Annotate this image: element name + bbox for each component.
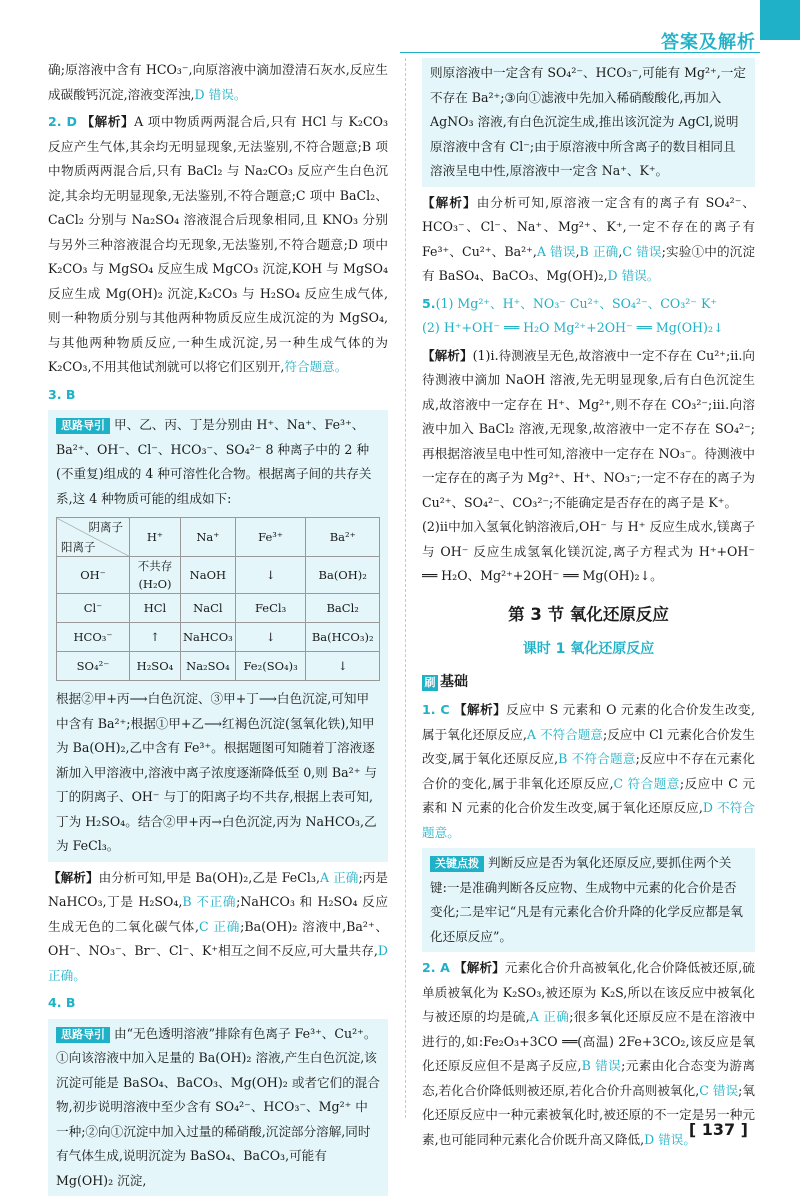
section-title: 第 3 节 氧化还原反应 bbox=[508, 604, 669, 624]
table-corner: 阴离子 阳离子 bbox=[57, 518, 130, 557]
brush-icon: 刷 bbox=[422, 675, 438, 691]
q3-reasoning: 根据②甲+丙⟶白色沉淀、③甲+丁⟶白色沉淀,可知甲中含有 Ba²⁺;根据①甲+乙⟶红褐色沉淀(氢氧化铁),知甲为 Ba(OH)₂,乙中含有 Fe³⁺。根据题图可知随着丁溶液逐渐加入甲溶液中,溶液中离子浓度逐渐降低至 0,则 Ba²⁺ 与丁的阴离子、OH⁻ 与丁的阳离子均不共存,根据上表可知,丁为 H₂SO₄。结合②甲+丙→白色沉淀,丙为 NaHCO₃,乙为 FeCl₃。 bbox=[56, 691, 377, 853]
q4-analysis: 【解析】由分析可知,原溶液一定含有的离子有 SO₄²⁻、HCO₃⁻、Cl⁻、Na⁺、Mg²⁺、K⁺,一定不存在的离子有 Fe³⁺、Cu²⁺、Ba²⁺,A 错误,B 正确,C 错误;实验①中的沉淀有 BaSO₄、BaCO₃、Mg(OH)₂,D 错误。 bbox=[422, 194, 756, 283]
column-divider bbox=[405, 58, 406, 1118]
right-column bbox=[422, 58, 755, 1155]
table-row: SO₄²⁻ H₂SO₄ Na₂SO₄ Fe₂(SO₄)₃ ↓ bbox=[57, 652, 380, 681]
c1-answer: 1. C 【解析】反应中 S 元素和 O 元素的化合价发生改变,属于氧化还原反应,A 不符合题意;反应中 Cl 元素化合价发生改变,属于氧化还原反应,B 不符合题意;反应中不存在元素化合价的变化,属于非氧化还原反应,C 符合题意;反应中 C 元素和 N 元素的化合价发生改变,属于氧化还原反应,D 不符合题意。 bbox=[422, 702, 756, 840]
table-col-header: Ba²⁺ bbox=[306, 518, 380, 557]
c1-tip-box: 关键点拨 判断反应是否为氧化还原反应,要抓住两个关键:一是准确判断各反应物、生成物中元素的化合价是否变化;二是牢记“凡是有元素化合价升降的化学反应都是氧化还原反应”。 bbox=[422, 848, 755, 952]
q4-number: 4. B bbox=[48, 995, 76, 1010]
q3-number: 3. B bbox=[48, 386, 76, 402]
header-rule bbox=[400, 52, 760, 53]
q2-answer: 2. D 【解析】A 项中物质两两混合后,只有 HCl 与 K₂CO₃ 反应产生气体,其余均无明显现象,无法鉴别,不符合题意;B 项中物质两两混合后,只有 BaCl₂ 与 Na₂CO₃ 反应产生白色沉淀,其余均无明显现象,无法鉴别,不符合题意;C 项中 BaCl₂、CaCl₂ 分别与 Na₂SO₄ 溶液混合后现象相同,且 KNO₃ 分别与另外三种溶液混合均无现象,无法鉴别,不符合题意;D 项中 K₂CO₃ 与 MgSO₄ 反应生成 MgCO₃ 沉淀,KOH 与 MgSO₄ 反应生成 Mg(OH)₂ 沉淀,K₂CO₃ 与 H₂SO₄ 反应生成气体,则一种物质分别与其他两种物质反应生成沉淀的为 MgSO₄,与其他两种物质反应,一种生成沉淀,另一种生成气体的为 K₂CO₃,不用其他试剂就可以将它们区别开,符合题意。 bbox=[48, 114, 388, 374]
q4-hint-continuation: 则原溶液中一定含有 SO₄²⁻、HCO₃⁻,可能有 Mg²⁺,一定不存在 Ba²⁺;③向①滤液中先加入稀硝酸酸化,再加入 AgNO₃ 溶液,有白色沉淀生成,推出该沉淀为 AgCl,说明原溶液中含有 Cl⁻;由于原溶液中所含离子的数目相同且溶液呈电中性,原溶液中一定含 Na⁺、K⁺。 bbox=[422, 58, 755, 187]
lesson-title: 课时 1 氧化还原反应 bbox=[522, 641, 655, 657]
q3-analysis: 【解析】由分析可知,甲是 Ba(OH)₂,乙是 FeCl₃,A 正确;丙是 NaHCO₃,丁是 H₂SO₄,B 不正确;NaHCO₃ 和 H₂SO₄ 反应生成无色的二氧化碳气体,C 正确;Ba(OH)₂ 溶液中,Ba²⁺、OH⁻、NO₃⁻、Br⁻、Cl⁻、K⁺相互之间不反应,可大量共存,D 正确。 bbox=[48, 869, 389, 983]
table-col-header: Fe³⁺ bbox=[235, 518, 306, 557]
table-row: OH⁻ 不共存(H₂O) NaOH ↓ Ba(OH)₂ bbox=[57, 557, 380, 594]
c1-tip-tag: 关键点拨 bbox=[430, 856, 484, 872]
q3-hint-tag: 思路导引 bbox=[56, 418, 110, 434]
q1-continuation: 确;原溶液中含有 HCO₃⁻,向原溶液中滴加澄清石灰水,反应生成碳酸钙沉淀,溶液变浑浊,D 错误。 bbox=[48, 62, 388, 102]
table-row: Cl⁻ HCl NaCl FeCl₃ BaCl₂ bbox=[57, 594, 380, 623]
q4-hint-tag: 思路导引 bbox=[56, 1027, 110, 1043]
table-row: HCO₃⁻ ↑ NaHCO₃ ↓ Ba(HCO₃)₂ bbox=[57, 623, 380, 652]
basic-heading: 刷 基础 bbox=[422, 670, 755, 695]
left-column bbox=[48, 58, 388, 1200]
table-col-header: H⁺ bbox=[129, 518, 180, 557]
c2-answer: 2. A 【解析】元素化合价升高被氧化,化合价降低被还原,硫单质被氧化为 K₂SO₃,被还原为 K₂S,所以在该反应中被氧化与被还原的均是硫,A 正确;很多氧化还原反应不是在溶液中进行的,如:Fe₂O₃+3CO ══(高温) 2Fe+3CO₂,该反应是氧化还原反应但不是离子反应,B 错误;元素由化合态变为游离态,若化合价降低则被还原,若化合价升高则被氧化,C 错误;氧化还原反应中一种元素被氧化时,被还原的不一定是另一种元素,也可能同种元素化合价既升高又降低,D 错误。 bbox=[422, 960, 755, 1147]
header-title: 答案及解析 bbox=[661, 32, 756, 53]
header-corner-block bbox=[760, 0, 800, 40]
q5-analysis-2: (2)ⅱ中加入氢氧化钠溶液后,OH⁻ 与 H⁺ 反应生成水,镁离子与 OH⁻ 反应生成氢氧化镁沉淀,离子方程式为 H⁺+OH⁻ ══ H₂O、Mg²⁺+2OH⁻ ══ Mg(OH)₂↓。 bbox=[422, 519, 755, 583]
table-col-header: Na⁺ bbox=[180, 518, 235, 557]
ion-table bbox=[56, 517, 380, 681]
q5-answer-2: (2) H⁺+OH⁻ ══ H₂O Mg²⁺+2OH⁻ ══ Mg(OH)₂↓ bbox=[422, 320, 724, 335]
q3-hint-box: 思路导引 甲、乙、丙、丁是分别由 H⁺、Na⁺、Fe³⁺、Ba²⁺、OH⁻、Cl⁻、HCO₃⁻、SO₄²⁻ 8 种离子中的 2 种(不重复)组成的 4 种可溶性化合物。根据离子间的共存关系,这 4 种物质可能的组成如下: 阴离子 阳离子 H⁺ Na⁺ Fe³⁺ Ba²⁺ OH⁻ 不共存(H₂O) NaOH ↓ Ba(OH)₂ Cl⁻ HCl NaCl FeCl₃ BaCl₂ HCO₃⁻ ↑ NaHCO₃ ↓ Ba(HCO₃)₂ SO₄²⁻ H₂SO₄ Na₂SO₄ Fe₂(SO₄)₃ ↓ 根据②甲+丙⟶白色沉淀、③甲+丁⟶白色沉淀,可知甲中含有 Ba²⁺;根据①甲+乙⟶红褐色沉淀(氢氧化铁),知甲为 Ba(OH)₂,乙中含有 Fe³⁺。根据题图可知随着丁溶液逐渐加入甲溶液中,溶液中离子浓度逐渐降低至 0,则 Ba²⁺ 与丁的阴离子、OH⁻ 与丁的阳离子均不共存,根据上表可知,丁为 H₂SO₄。结合②甲+丙→白色沉淀,丙为 NaHCO₃,乙为 FeCl₃。 bbox=[48, 410, 388, 862]
q5-analysis-1: 【解析】(1)ⅰ.待测液呈无色,故溶液中一定不存在 Cu²⁺;ⅱ.向待测液中滴加 NaOH 溶液,先无明显现象,后有白色沉淀生成,故溶液中一定存在 H⁺、Mg²⁺,则不存在 CO₃²⁻;ⅲ.向溶液中加入 BaCl₂ 溶液,无现象,故溶液中一定不存在 SO₄²⁻;再根据溶液呈电中性可知,溶液中一定存在 NO₃⁻。待测液中一定存在的离子为 Mg²⁺、H⁺、NO₃⁻;一定不存在的离子为 Cu²⁺、SO₄²⁻、CO₃²⁻;不能确定是否存在的离子是 K⁺。 bbox=[422, 347, 756, 510]
q2-number: 2. D bbox=[48, 114, 77, 129]
q4-hint-box: 思路导引 由“无色透明溶液”排除有色离子 Fe³⁺、Cu²⁺。①向该溶液中加入足量的 Ba(OH)₂ 溶液,产生白色沉淀,该沉淀可能是 BaSO₄、BaCO₃、Mg(OH)₂ 或者它们的混合物,初步说明溶液中至少含有 SO₄²⁻、HCO₃⁻、Mg²⁺ 中一种;②向①沉淀中加入过量的稀硝酸,沉淀部分溶解,同时有气体生成,说明沉淀为 BaSO₄、BaCO₃,可能有 Mg(OH)₂ 沉淀, bbox=[48, 1019, 388, 1197]
q5-answer-1: 5.(1) Mg²⁺、H⁺、NO₃⁻ Cu²⁺、SO₄²⁻、CO₃²⁻ K⁺ bbox=[422, 295, 718, 311]
page-number: [ 137 ] bbox=[688, 1120, 748, 1139]
